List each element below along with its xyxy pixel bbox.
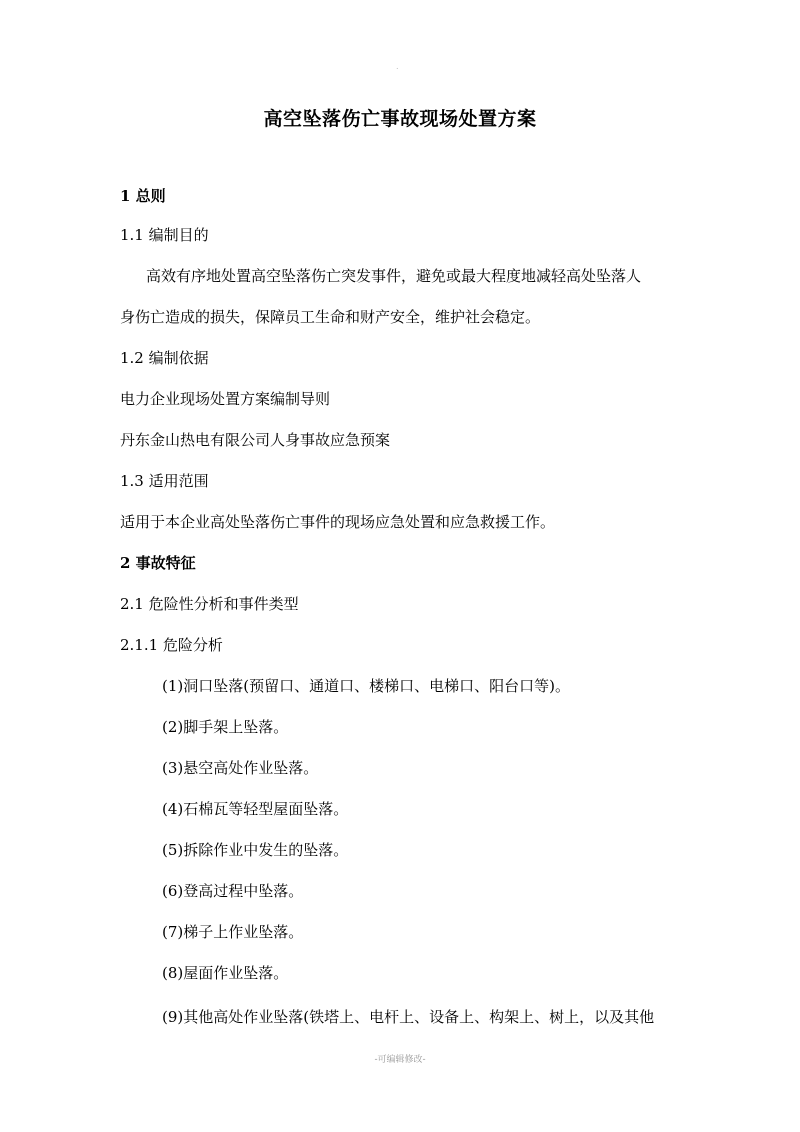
section-heading-2-1-1: 2.1.1 危险分析 (120, 636, 223, 654)
paragraph-purpose-line1: 高效有序地处置高空坠落伤亡突发事件，避免或最大程度地减轻高处坠落人 (146, 267, 642, 285)
section-heading-1: 1 总则 (120, 187, 166, 205)
section-heading-1-2: 1.2 编制依据 (120, 349, 209, 367)
list-item: (6)登高过程中坠落。 (162, 882, 304, 900)
list-item: (5)拆除作业中发生的坠落。 (162, 841, 349, 859)
section-heading-2: 2 事故特征 (120, 554, 196, 572)
list-item: (8)屋面作业坠落。 (162, 964, 289, 982)
header-mark: . (396, 62, 399, 71)
document-title: 高空坠落伤亡事故现场处置方案 (263, 108, 537, 130)
list-item: (3)悬空高处作业坠落。 (162, 759, 319, 777)
list-item: (1)洞口坠落(预留口、通道口、楼梯口、电梯口、阳台口等)。 (162, 677, 570, 695)
paragraph-basis-line1: 电力企业现场处置方案编制导则 (120, 390, 331, 408)
list-item: (2)脚手架上坠落。 (162, 718, 289, 736)
page-footer: -可编辑修改- (374, 1055, 426, 1065)
section-heading-1-3: 1.3 适用范围 (120, 472, 209, 490)
paragraph-basis-line2: 丹东金山热电有限公司人身事故应急预案 (120, 431, 391, 449)
paragraph-purpose-line2: 身伤亡造成的损失，保障员工生命和财产安全，维护社会稳定。 (120, 308, 541, 326)
section-heading-1-1: 1.1 编制目的 (120, 226, 209, 244)
paragraph-scope: 适用于本企业高处坠落伤亡事件的现场应急处置和应急救援工作。 (120, 513, 556, 531)
list-item: (4)石棉瓦等轻型屋面坠落。 (162, 800, 349, 818)
list-item: (7)梯子上作业坠落。 (162, 923, 304, 941)
list-item: (9)其他高处作业坠落(铁塔上、电杆上、设备上、构架上、树上，以及其他 (162, 1008, 655, 1026)
section-heading-2-1: 2.1 危险性分析和事件类型 (120, 595, 299, 613)
